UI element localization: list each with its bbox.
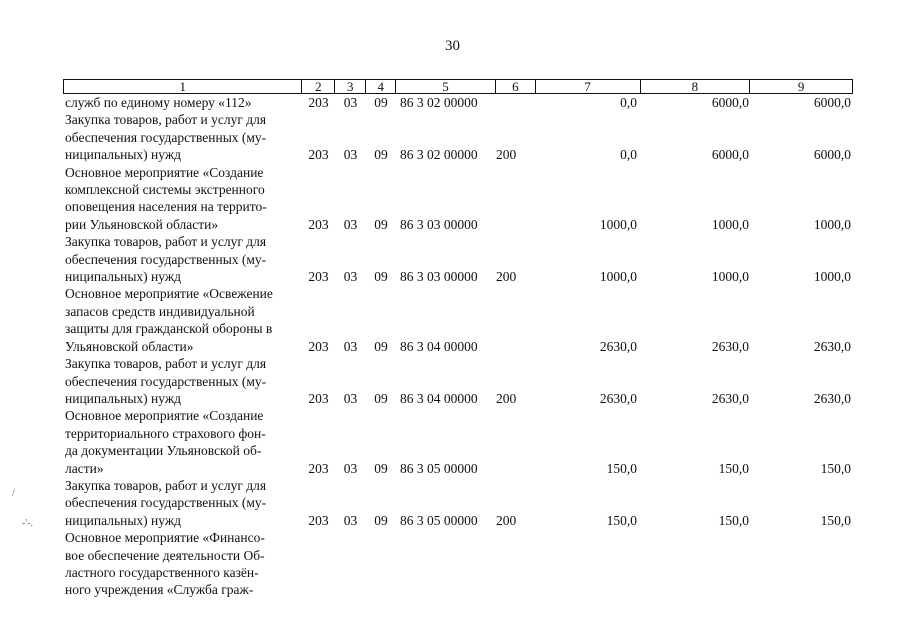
description-line: территориального страхового фон- [65,425,266,441]
cell-c4: 09 [374,338,388,354]
cell-c6: 200 [496,390,517,406]
table-row [63,164,853,234]
table-row [63,355,853,407]
table-row [63,529,853,599]
cell-c2: 203 [308,338,329,354]
cell-c7: 2630,0 [599,390,637,406]
cell-c7: 1000,0 [599,269,637,285]
table-row [63,477,853,529]
cell-c4: 09 [374,147,388,163]
row-description [63,477,302,529]
row-description [63,285,302,355]
header-col-1: 1 [64,80,302,93]
cell-c2: 203 [308,460,329,476]
cell-c7: 0,0 [620,95,637,110]
scan-artifact: / [12,488,15,499]
cell-c5: 86 3 04 00000 [400,338,478,354]
cell-c5: 86 3 02 00000 [400,95,478,110]
description-line: обеспечения государственных (му- [65,129,267,145]
cell-c2: 203 [308,269,329,285]
description-line: Основное мероприятие «Создание [65,164,264,180]
cell-c8: 150,0 [718,460,749,476]
description-line: да документации Ульяновской об- [65,443,262,459]
budget-table [63,79,853,599]
cell-c4: 09 [374,269,388,285]
cell-c9: 2630,0 [813,338,851,354]
cell-c4: 09 [374,95,388,110]
cell-c9: 2630,0 [813,390,851,406]
table-row [63,285,853,355]
cell-c9: 1000,0 [813,216,851,232]
cell-c5: 86 3 05 00000 [400,460,478,476]
cell-c7: 150,0 [606,460,637,476]
description-line: комплексной системы экстренного [65,182,265,198]
cell-c8: 1000,0 [711,216,749,232]
description-line: ниципальных) нужд [65,512,182,528]
row-description [63,355,302,407]
cell-c9: 6000,0 [813,95,851,110]
description-line: обеспечения государственных (му- [65,251,267,267]
description-line: Закупка товаров, работ и услуг для [65,477,267,493]
header-col-4: 4 [366,80,396,93]
table-row [63,233,853,285]
cell-c2: 203 [308,147,329,163]
cell-c3: 03 [343,216,358,232]
description-line: ниципальных) нужд [65,147,182,163]
table-row [63,94,853,111]
description-line: Основное мероприятие «Освежение [65,286,273,302]
cell-c8: 6000,0 [711,147,749,163]
header-col-3: 3 [335,80,366,93]
cell-c9: 6000,0 [813,147,851,163]
description-line: Закупка товаров, работ и услуг для [65,356,267,372]
cell-c3: 03 [343,147,358,163]
cell-c2: 203 [308,216,329,232]
cell-c7: 1000,0 [599,216,637,232]
cell-c3: 03 [343,95,358,110]
row-description [63,233,302,285]
cell-c2: 203 [308,512,329,528]
description-line: ласти» [65,460,104,476]
cell-c5: 86 3 05 00000 [400,512,478,528]
header-col-9: 9 [797,79,805,94]
description-line: защиты для гражданской обороны в [65,321,273,337]
cell-c5: 86 3 03 00000 [400,216,478,232]
cell-c8: 2630,0 [711,338,749,354]
row-description [63,94,302,111]
description-line: обеспечения государственных (му- [65,373,267,389]
header-col-2: 2 [302,80,335,93]
cell-c4: 09 [374,512,388,528]
description-line: вое обеспечение деятельности Об- [65,547,265,563]
table-row [63,407,853,477]
cell-c4: 09 [374,216,388,232]
cell-c2: 203 [308,95,329,110]
cell-c7: 2630,0 [599,338,637,354]
description-line: ниципальных) нужд [65,390,182,406]
cell-c6: 200 [496,512,517,528]
row-description [63,164,302,234]
description-line: рии Ульяновской области» [65,216,219,232]
cell-c6: 200 [496,147,517,163]
cell-c8: 2630,0 [711,390,749,406]
description-line: Закупка товаров, работ и услуг для [65,112,267,128]
row-description [63,529,302,599]
header-col-6: 6 [496,80,536,93]
table-row [63,111,853,163]
cell-c9: 150,0 [820,512,851,528]
header-col-7: 7 [536,80,641,93]
cell-c6: 200 [496,269,517,285]
scan-artifact: -'-. [22,518,33,529]
cell-c7: 0,0 [620,147,637,163]
cell-c8: 6000,0 [711,95,749,110]
cell-c7: 150,0 [606,512,637,528]
row-description [63,111,302,163]
page-number: 30 [445,38,460,54]
cell-c4: 09 [374,460,388,476]
header-col-5: 5 [396,80,496,93]
cell-c3: 03 [343,269,358,285]
description-line: Основное мероприятие «Финансо- [65,530,265,546]
cell-c9: 150,0 [820,460,851,476]
cell-c5: 86 3 04 00000 [400,390,478,406]
cell-c4: 09 [374,390,388,406]
description-line: служб по единому номеру «112» [65,95,252,110]
cell-c3: 03 [343,338,358,354]
cell-c3: 03 [343,390,358,406]
table-header [63,79,853,94]
cell-c8: 1000,0 [711,269,749,285]
table-body [63,94,853,599]
description-line: запасов средств индивидуальной [65,303,255,319]
description-line: Закупка товаров, работ и услуг для [65,234,267,250]
description-line: ного учреждения «Служба граж- [65,582,254,598]
description-line: Основное мероприятие «Создание [65,408,264,424]
cell-c9: 1000,0 [813,269,851,285]
description-line: ниципальных) нужд [65,269,182,285]
description-line: оповещения населения на террито- [65,199,267,215]
header-col-8: 8 [641,80,751,93]
cell-c5: 86 3 03 00000 [400,269,478,285]
cell-c3: 03 [343,460,358,476]
cell-c2: 203 [308,390,329,406]
description-line: обеспечения государственных (му- [65,495,267,511]
cell-c5: 86 3 02 00000 [400,147,478,163]
cell-c3: 03 [343,512,358,528]
row-description [63,407,302,477]
description-line: ластного государственного казён- [65,564,259,580]
cell-c8: 150,0 [718,512,749,528]
description-line: Ульяновской области» [65,338,194,354]
